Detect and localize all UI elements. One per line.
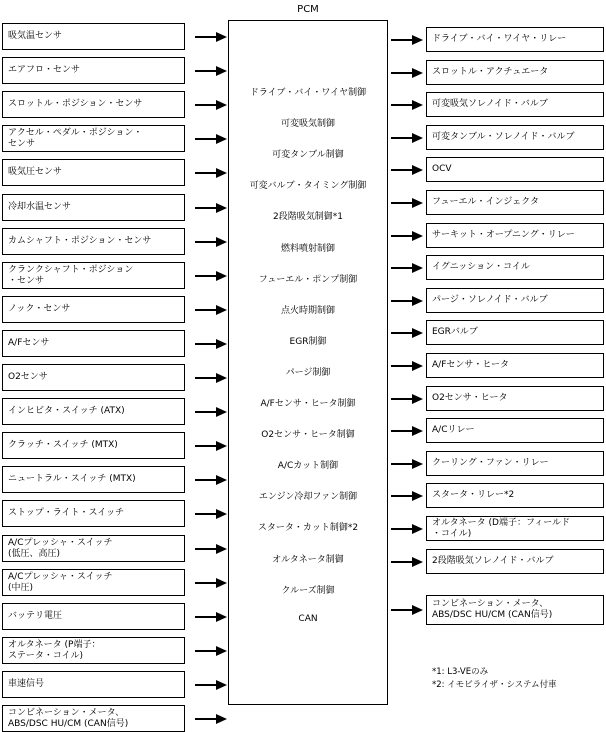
input-arrow-13 <box>195 479 225 481</box>
input-arrow-14 <box>195 513 225 515</box>
input-box-7: クランクシャフト・ポジション ・センサ <box>2 262 185 289</box>
output-box-11: O2センサ・ヒータ <box>426 386 604 411</box>
footnote-1: *1: L3-VEのみ <box>432 667 489 677</box>
output-arrow-11 <box>391 398 421 400</box>
input-arrow-7 <box>195 275 225 277</box>
input-arrow-9 <box>195 343 225 345</box>
input-arrow-8 <box>195 309 225 311</box>
output-arrow-13 <box>391 463 421 465</box>
input-box-17: バッテリ電圧 <box>2 603 185 630</box>
output-box-1: スロットル・アクチュエータ <box>426 60 604 85</box>
output-box-6: サーキット・オープニング・リレー <box>426 223 604 248</box>
output-arrow-15 <box>391 528 421 530</box>
output-box-5: フューエル・インジェクタ <box>426 190 604 215</box>
output-box-15: オルタネータ (D端子：フィールド ・コイル) <box>426 516 604 541</box>
input-box-10: O2センサ <box>2 364 185 391</box>
input-box-13: ニュートラル・スイッチ (MTX) <box>2 466 185 493</box>
input-box-18: オルタネータ (P端子： ステータ・コイル) <box>2 637 185 664</box>
input-box-2: スロットル・ポジション・センサ <box>2 91 185 118</box>
output-box-17: コンビネーション・メータ、 ABS/DSC HU/CM (CAN信号) <box>426 595 604 625</box>
pcm-block <box>228 20 388 705</box>
pcm-function-8: EGR制御 <box>289 337 327 347</box>
pcm-function-10: A/Fセンサ・ヒータ制御 <box>260 399 356 409</box>
output-arrow-17 <box>391 609 421 611</box>
pcm-function-11: O2センサ・ヒータ制御 <box>261 430 355 440</box>
input-arrow-5 <box>195 207 225 209</box>
output-arrow-16 <box>391 561 421 563</box>
pcm-function-16: クルーズ制御 <box>281 586 335 596</box>
input-box-0: 吸気温センサ <box>2 23 185 50</box>
input-arrow-3 <box>195 138 225 140</box>
output-arrow-1 <box>391 72 421 74</box>
output-arrow-9 <box>391 332 421 334</box>
pcm-function-2: 可変タンブル制御 <box>272 150 344 160</box>
input-box-3: アクセル・ペダル・ポジション・ センサ <box>2 125 185 152</box>
pcm-function-4: 2段階吸気制御*1 <box>273 212 343 222</box>
output-box-13: クーリング・ファン・リレー <box>426 451 604 476</box>
pcm-function-12: A/Cカット制御 <box>277 461 339 471</box>
input-box-20: コンビネーション・メータ、 ABS/DSC HU/CM (CAN信号) <box>2 705 185 732</box>
output-box-4: OCV <box>426 157 604 182</box>
input-arrow-6 <box>195 241 225 243</box>
pcm-function-9: パージ制御 <box>285 368 331 378</box>
input-arrow-4 <box>195 172 225 174</box>
pcm-title: PCM <box>297 4 319 15</box>
output-box-0: ドライブ・バイ・ワイヤ・リレー <box>426 27 604 52</box>
input-box-4: 吸気圧センサ <box>2 159 185 186</box>
input-box-8: ノック・センサ <box>2 296 185 323</box>
input-arrow-18 <box>195 650 225 652</box>
input-box-9: A/Fセンサ <box>2 330 185 357</box>
input-arrow-1 <box>195 70 225 72</box>
output-box-9: EGRバルブ <box>426 320 604 345</box>
input-box-15: A/Cプレッシャ・スイッチ (低圧、高圧) <box>2 535 185 562</box>
pcm-function-6: フューエル・ポンプ制御 <box>258 275 358 285</box>
input-box-6: カムシャフト・ポジション・センサ <box>2 228 185 255</box>
input-box-14: ストップ・ライト・スイッチ <box>2 500 185 527</box>
pcm-function-15: オルタネータ制御 <box>272 555 344 565</box>
output-box-7: イグニッション・コイル <box>426 255 604 280</box>
output-arrow-14 <box>391 495 421 497</box>
output-box-3: 可変タンブル・ソレノイド・バルブ <box>426 125 604 150</box>
pcm-function-7: 点火時期制御 <box>280 306 335 316</box>
output-arrow-2 <box>391 104 421 106</box>
footnotes <box>432 666 557 692</box>
output-box-12: A/Cリレー <box>426 418 604 443</box>
output-arrow-0 <box>391 39 421 41</box>
input-box-1: エアフロ・センサ <box>2 57 185 84</box>
pcm-function-5: 燃料噴射制御 <box>280 244 335 254</box>
input-arrow-10 <box>195 377 225 379</box>
input-arrow-15 <box>195 548 225 550</box>
output-arrow-6 <box>391 235 421 237</box>
output-arrow-7 <box>391 267 421 269</box>
input-arrow-16 <box>195 582 225 584</box>
pcm-function-17: CAN <box>298 614 318 624</box>
output-box-16: 2段階吸気ソレノイド・バルブ <box>426 549 604 574</box>
input-box-19: 車速信号 <box>2 671 185 698</box>
output-box-10: A/Fセンサ・ヒータ <box>426 353 604 378</box>
input-arrow-19 <box>195 684 225 686</box>
input-arrow-11 <box>195 411 225 413</box>
pcm-function-0: ドライブ・バイ・ワイヤ制御 <box>249 88 367 98</box>
output-arrow-4 <box>391 169 421 171</box>
input-box-12: クラッチ・スイッチ (MTX) <box>2 432 185 459</box>
output-arrow-5 <box>391 202 421 204</box>
input-arrow-12 <box>195 445 225 447</box>
input-box-16: A/Cプレッシャ・スイッチ (中圧) <box>2 569 185 596</box>
output-arrow-10 <box>391 365 421 367</box>
input-arrow-2 <box>195 104 225 106</box>
output-arrow-3 <box>391 137 421 139</box>
input-arrow-17 <box>195 616 225 618</box>
output-arrow-12 <box>391 430 421 432</box>
output-arrow-8 <box>391 300 421 302</box>
input-box-5: 冷却水温センサ <box>2 194 185 221</box>
pcm-function-14: スタータ・カット制御*2 <box>257 523 359 533</box>
output-box-14: スタータ・リレー*2 <box>426 483 604 508</box>
pcm-function-13: エンジン冷却ファン制御 <box>258 492 358 502</box>
output-box-8: パージ・ソレノイド・バルブ <box>426 288 604 313</box>
output-box-2: 可変吸気ソレノイド・バルブ <box>426 92 604 117</box>
input-box-11: インヒビタ・スイッチ (ATX) <box>2 398 185 425</box>
pcm-function-1: 可変吸気制御 <box>280 119 335 129</box>
pcm-function-3: 可変バルブ・タイミング制御 <box>249 181 367 191</box>
input-arrow-0 <box>195 36 225 38</box>
input-arrow-20 <box>195 718 225 720</box>
footnote-2: *2: イモビライザ・システム付車 <box>432 680 557 690</box>
